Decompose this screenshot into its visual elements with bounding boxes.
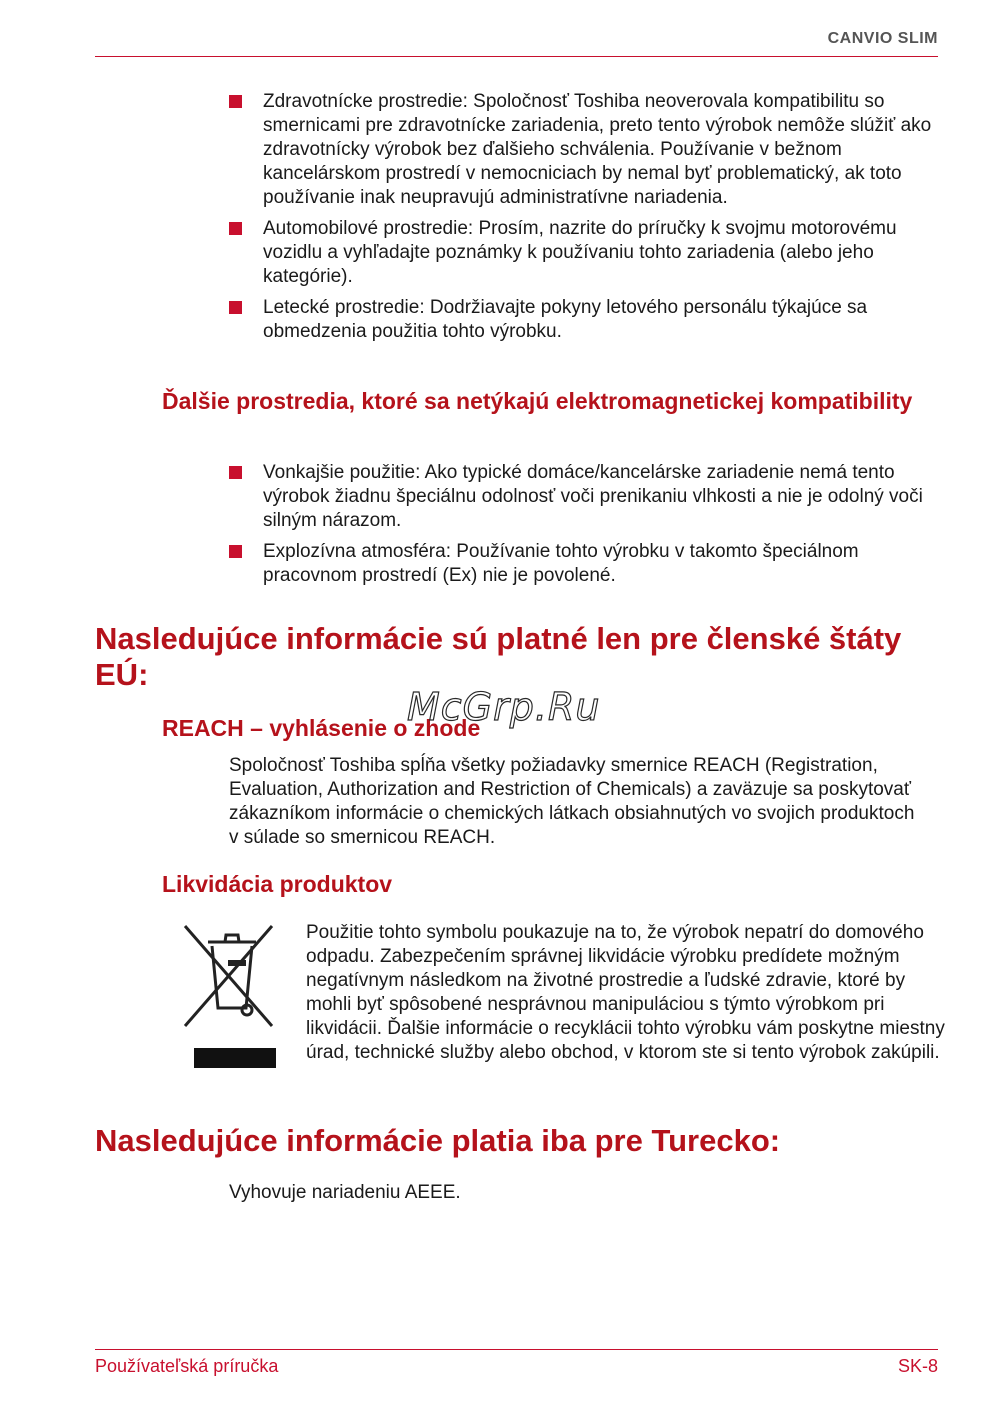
reach-heading: REACH – vyhlásenie o zhode [162, 715, 481, 741]
list-item [229, 296, 949, 344]
turkey-section-heading: Nasledujúce informácie platia iba pre Turecko: [95, 1123, 781, 1158]
bullet-square-icon [229, 222, 242, 235]
other-environments-heading: Ďalšie prostredia, ktoré sa netýkajú elektromagnetickej kompatibility [162, 388, 913, 414]
list-item [229, 217, 949, 289]
bullet-text: Letecké prostredie: Dodržiavajte pokyny letového personálu týkajúce sa obmedzenia použitia tohto výrobku. [263, 297, 868, 342]
list-item [229, 461, 949, 533]
bullet-text: Explozívna atmosféra: Používanie tohto výrobku v takomto špeciálnom pracovnom prostredí (Ex) nie je povolené. [263, 541, 859, 586]
reach-paragraph: Spoločnosť Toshiba spĺňa všetky požiadavky smernice REACH (Registration, Evaluation, Authorization and Restriction of Chemicals) a zaväzuje sa poskytovať zákazníkom informácie o chemických látkach obsiahnutých vo svojich produktoch v súlade so smernicou REACH. [229, 755, 915, 848]
disposal-paragraph: Použitie tohto symbolu poukazuje na to, že výrobok nepatrí do domového odpadu. Zabezpečením správnej likvidácie výrobku predídete možným negatívnym následkom na životné prostredie a ľudské zdravie, ktoré by mohli byť spôsobené nesprávnou manipuláciou s týmto výrobkom pri likvidácii. Ďalšie informácie o recyklácii tohto výrobku vám poskytne miestny úrad, technické služby alebo obchod, v ktorom ste si tento výrobok zakúpili. [306, 922, 945, 1063]
other-environments-bullet-list [229, 461, 949, 595]
list-item [229, 90, 949, 210]
footer-manual-title: Používateľská príručka [95, 1356, 279, 1376]
bullet-text: Vonkajšie použitie: Ako typické domáce/kancelárske zariadenie nemá tento výrobok žiadnu špeciálnu odolnosť voči prenikaniu vlhkosti a nie je odolný voči silným nárazom. [263, 462, 923, 531]
footer-divider [95, 1349, 938, 1350]
header-divider [95, 56, 938, 57]
bullet-square-icon [229, 466, 242, 479]
bullet-text: Automobilové prostredie: Prosím, nazrite do príručky k svojmu motorovému vozidlu a vyhľadajte poznámky k používaniu tohto zariadenia (alebo jeho kategórie). [263, 218, 897, 287]
weee-crossed-bin-icon [180, 918, 280, 1073]
watermark: McGrp.Ru [407, 685, 601, 729]
disposal-heading: Likvidácia produktov [162, 871, 393, 897]
bullet-square-icon [229, 545, 242, 558]
environment-bullet-list [229, 90, 949, 351]
bullet-square-icon [229, 95, 242, 108]
list-item [229, 540, 949, 588]
running-header-title: CANVIO SLIM [827, 30, 938, 47]
turkey-paragraph: Vyhovuje nariadeniu AEEE. [229, 1182, 461, 1203]
bullet-text: Zdravotnícke prostredie: Spoločnosť Toshiba neoverovala kompatibilitu so smernicami pre zdravotnícke zariadenia, preto tento výrobok nemôže slúžiť ako zdravotnícky výrobok bez ďalšieho schválenia. Používanie v bežnom kancelárskom prostredí v nemocniciach by nemal byť problematický, ak toto používanie inak neupravujú administratívne nariadenia. [263, 91, 932, 208]
page-number: SK-8 [897, 1356, 938, 1376]
bullet-square-icon [229, 301, 242, 314]
eu-section-heading: Nasledujúce informácie sú platné len pre členské štáty EÚ: [95, 621, 902, 692]
